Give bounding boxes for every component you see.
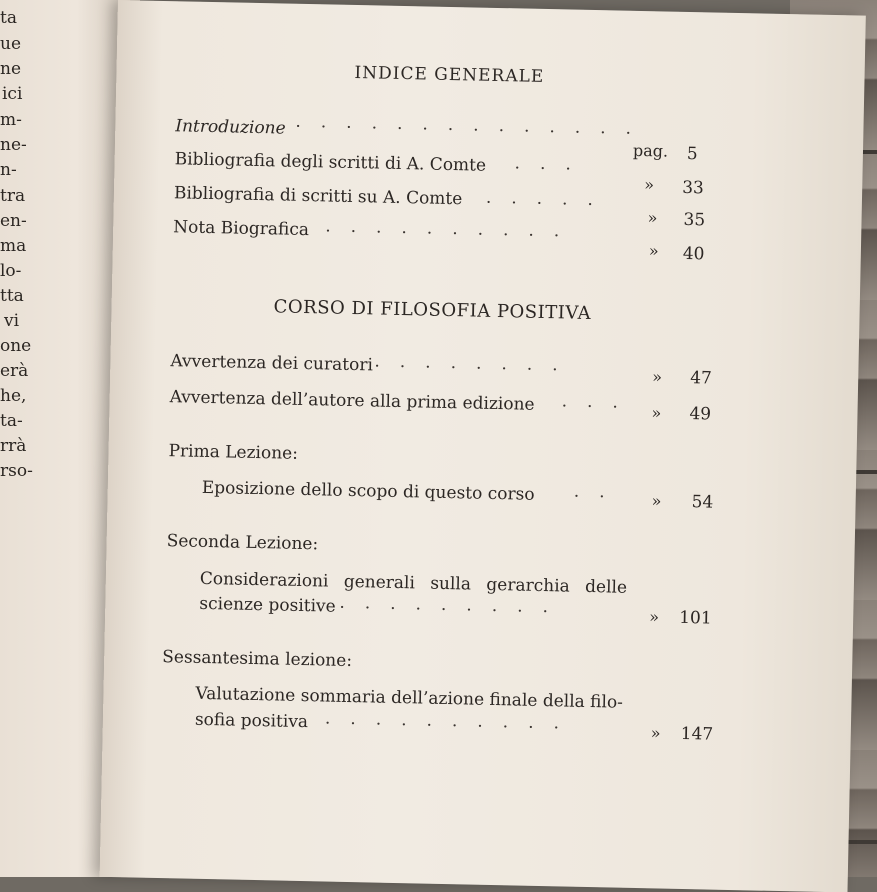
left-page-fragment: one bbox=[0, 336, 32, 356]
page-marker: » bbox=[651, 491, 662, 511]
leader-dots: ... bbox=[514, 153, 592, 175]
toc-entry-label: Avvertenza dei curatori bbox=[170, 351, 374, 376]
left-page-fragment: en- bbox=[0, 211, 27, 231]
page-marker: » bbox=[652, 367, 663, 387]
left-page-fragment: he, bbox=[0, 386, 27, 406]
left-page-fragment: ta bbox=[0, 8, 17, 28]
lesson-heading: Sessantesima lezione: bbox=[162, 647, 353, 672]
left-page-fragment: vi bbox=[4, 311, 20, 331]
page-marker: » bbox=[651, 403, 662, 423]
left-page-fragment: tta bbox=[0, 286, 24, 306]
left-page-fragment: lo- bbox=[0, 261, 22, 281]
leader-dots: ... bbox=[561, 391, 639, 413]
page-title: INDICE GENERALE bbox=[354, 62, 545, 87]
toc-entry-label: Bibliografia di scritti su A. Comte bbox=[173, 183, 463, 210]
page-marker: pag. bbox=[632, 140, 669, 161]
leader-dots: ........ bbox=[374, 351, 578, 376]
left-page-fragment: m- bbox=[0, 110, 22, 130]
page-marker: » bbox=[649, 607, 660, 627]
page-number: 54 bbox=[691, 492, 714, 513]
left-page-fragment: ne- bbox=[0, 135, 27, 155]
page-marker: » bbox=[648, 241, 659, 261]
left-page-fragment: rrà bbox=[0, 436, 27, 456]
toc-entry-label-continued: scienze positive bbox=[199, 593, 336, 617]
section-title: CORSO DI FILOSOFIA POSITIVA bbox=[273, 296, 592, 324]
left-page-fragment: ue bbox=[0, 34, 22, 54]
left-page-fragment: n- bbox=[0, 160, 17, 180]
toc-entry-label: Avvertenza dell’autore alla prima edizione bbox=[169, 387, 535, 415]
page-marker: » bbox=[650, 723, 661, 743]
book-page bbox=[100, 0, 866, 892]
left-page-fragment: ne bbox=[0, 59, 22, 79]
left-page-fragment: ta- bbox=[0, 411, 23, 431]
page-number: 40 bbox=[682, 243, 705, 265]
lesson-heading: Seconda Lezione: bbox=[166, 531, 319, 555]
toc-entry-label: Valutazione sommaria dell’azione finale della filo- bbox=[195, 683, 624, 713]
page-number: 5 bbox=[686, 143, 698, 165]
toc-entry-label: Nota Biografica bbox=[173, 217, 310, 241]
toc-entry-label: Eposizione dello scopo di questo corso bbox=[201, 477, 535, 505]
page-number: 35 bbox=[683, 209, 706, 231]
leader-dots: .............. bbox=[295, 111, 652, 140]
toc-entry-label: Considerazioni generali sulla gerarchia delle bbox=[199, 568, 628, 598]
left-page-fragment: erà bbox=[0, 361, 29, 381]
page-marker: » bbox=[647, 208, 658, 228]
page-number: 101 bbox=[678, 607, 712, 629]
lesson-heading: Prima Lezione: bbox=[168, 441, 299, 464]
leader-dots: .. bbox=[573, 481, 625, 503]
page-marker: » bbox=[644, 175, 655, 195]
leader-dots: ......... bbox=[339, 592, 569, 618]
page-number: 49 bbox=[689, 404, 712, 425]
toc-entry-label: Introduzione bbox=[175, 116, 286, 139]
leader-dots: .......... bbox=[325, 216, 580, 242]
page-number: 47 bbox=[689, 368, 713, 389]
leader-dots: ..... bbox=[485, 187, 614, 211]
left-page-fragment: rso- bbox=[0, 461, 33, 481]
left-page-fragment: ici bbox=[2, 84, 23, 104]
leader-dots: .......... bbox=[324, 708, 580, 734]
left-page-fragment: tra bbox=[0, 186, 26, 206]
toc-entry-label-continued: sofia positiva bbox=[194, 709, 309, 733]
toc-entry-label: Bibliografia degli scritti di A. Comte bbox=[174, 149, 487, 176]
page-number: 33 bbox=[681, 177, 705, 199]
page-number: 147 bbox=[680, 723, 714, 745]
left-page-fragment: ma bbox=[0, 236, 27, 256]
